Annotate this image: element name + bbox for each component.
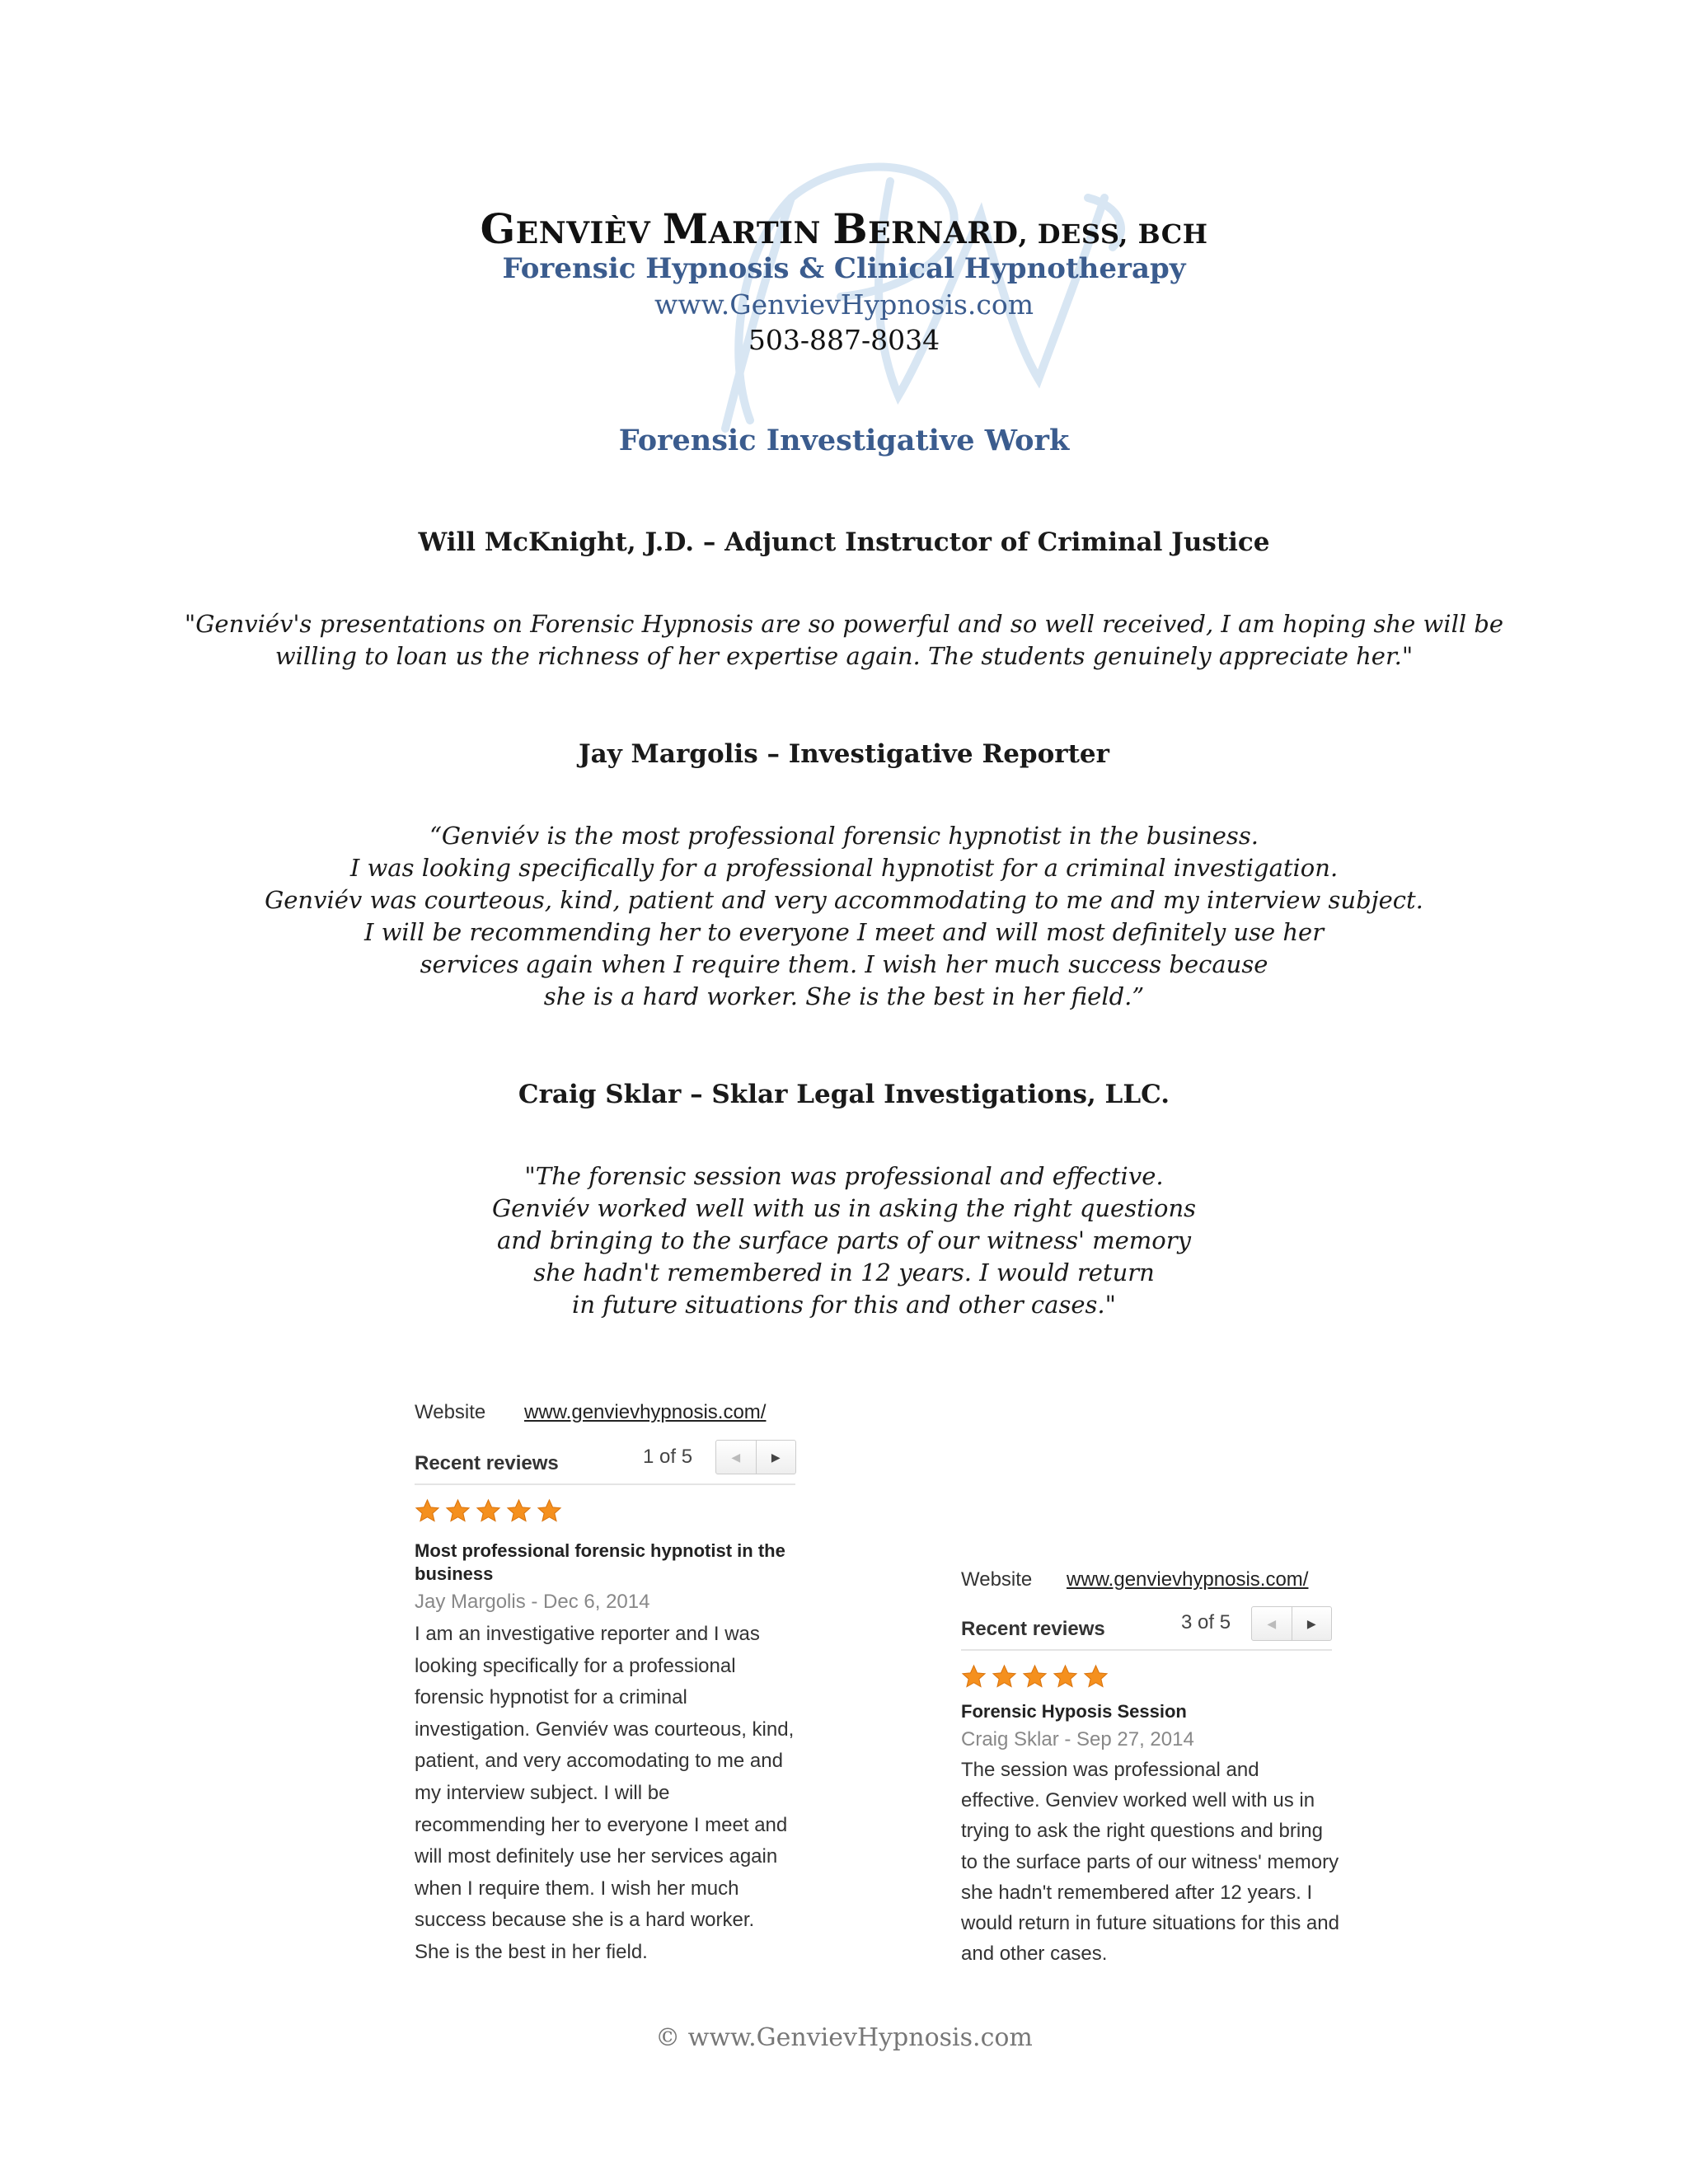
- star-icon: [537, 1498, 562, 1524]
- practice-subtitle: Forensic Hypnosis & Clinical Hypnotherapy: [502, 252, 1186, 285]
- testimonial-quote: “Genviév is the most professional forensic hypnotist in the business. I was looking specifically for a professional hypnotist for a criminal investigation. Genviév was courteous, kind, patient and very accommodating to me and my interview subject. I will be recommending her to everyone I meet and will most definitely use her services again when I require them. I wish her much success because she is a hard worker. She is the best in her field.”: [265, 822, 1423, 1010]
- section-title: Forensic Investigative Work: [618, 424, 1070, 457]
- star-icon: [506, 1498, 532, 1524]
- footer-copyright: © www.GenvievHypnosis.com: [655, 2023, 1033, 2052]
- review-website-link[interactable]: www.genvievhypnosis.com/: [1067, 1568, 1309, 1591]
- star-rating: [961, 1664, 1109, 1690]
- testimonial-author: Jay Margolis – Investigative Reporter: [579, 739, 1109, 769]
- testimonial-author: Will McKnight, J.D. – Adjunct Instructor of Criminal Justice: [418, 527, 1270, 557]
- divider: [415, 1483, 795, 1485]
- testimonial-quote: "Genviév's presentations on Forensic Hypnosis are so powerful and so well received, I am hoping she will be willing to loan us the richness of her expertise again. The students genuinely appreciate her.": [184, 610, 1504, 670]
- review-count: 3 of 5: [1181, 1611, 1231, 1633]
- phone-number: 503-887-8034: [748, 324, 940, 356]
- review-meta: Craig Sklar - Sep 27, 2014: [961, 1728, 1194, 1750]
- review-pager: [1251, 1606, 1332, 1641]
- practitioner-name: GENVIÈV MARTIN BERNARD, DESS, BCH: [480, 204, 1208, 253]
- star-rating: [415, 1498, 562, 1524]
- website-label: Website: [961, 1568, 1033, 1591]
- review-count: 1 of 5: [643, 1446, 693, 1468]
- recent-reviews-label: Recent reviews: [961, 1618, 1105, 1640]
- star-icon: [992, 1664, 1017, 1690]
- website-label: Website: [415, 1401, 486, 1423]
- star-icon: [445, 1498, 471, 1524]
- next-review-button[interactable]: ▶: [1306, 1616, 1316, 1630]
- recent-reviews-label: Recent reviews: [415, 1452, 559, 1474]
- star-icon: [961, 1664, 987, 1690]
- review-body: I am an investigative reporter and I was looking specifically for a professional forensic hypnotist for a criminal investigation. Genviév was courteous, kind, patient, and very accomodating to me and my interview subject. I will be recommending her to everyone I meet and will most definitely use her services again when I require them. I wish her much success because she is a hard worker. She is the best in her field.: [415, 1623, 795, 1963]
- star-icon: [1022, 1664, 1048, 1690]
- star-icon: [1053, 1664, 1078, 1690]
- review-meta: Jay Margolis - Dec 6, 2014: [415, 1591, 650, 1613]
- review-title: Forensic Hyposis Session: [961, 1701, 1187, 1722]
- website-link[interactable]: www.GenvievHypnosis.com: [654, 288, 1034, 321]
- review-website-link[interactable]: www.genvievhypnosis.com/: [524, 1401, 767, 1423]
- testimonial-author: Craig Sklar – Sklar Legal Investigations, LLC.: [518, 1080, 1170, 1109]
- review-card-2: [961, 1568, 1357, 1972]
- star-icon: [1083, 1664, 1109, 1690]
- star-icon: [415, 1498, 440, 1524]
- review-pager: [715, 1440, 796, 1474]
- testimonial-quote: "The forensic session was professional and effective. Genviév worked well with us in asking the right questions and bringing to the surface parts of our witness' memory she hadn't remembered in 12 years. I would return in future situations for this and other cases.": [491, 1162, 1197, 1319]
- review-card-1: [415, 1401, 810, 1970]
- star-icon: [476, 1498, 501, 1524]
- next-review-button[interactable]: ▶: [771, 1450, 781, 1464]
- divider: [961, 1649, 1332, 1651]
- prev-review-button[interactable]: ◀: [716, 1441, 757, 1474]
- review-title: Most professional forensic hypnotist in the business: [415, 1540, 785, 1584]
- prev-review-button[interactable]: ◀: [1252, 1607, 1292, 1640]
- review-body: The session was professional and effective. Genviev worked well with us in trying to ask the right questions and bring to the surface parts of our witness' memory she hadn't remembered after 12 years. I would return in future situations for this and and other cases.: [961, 1759, 1339, 1966]
